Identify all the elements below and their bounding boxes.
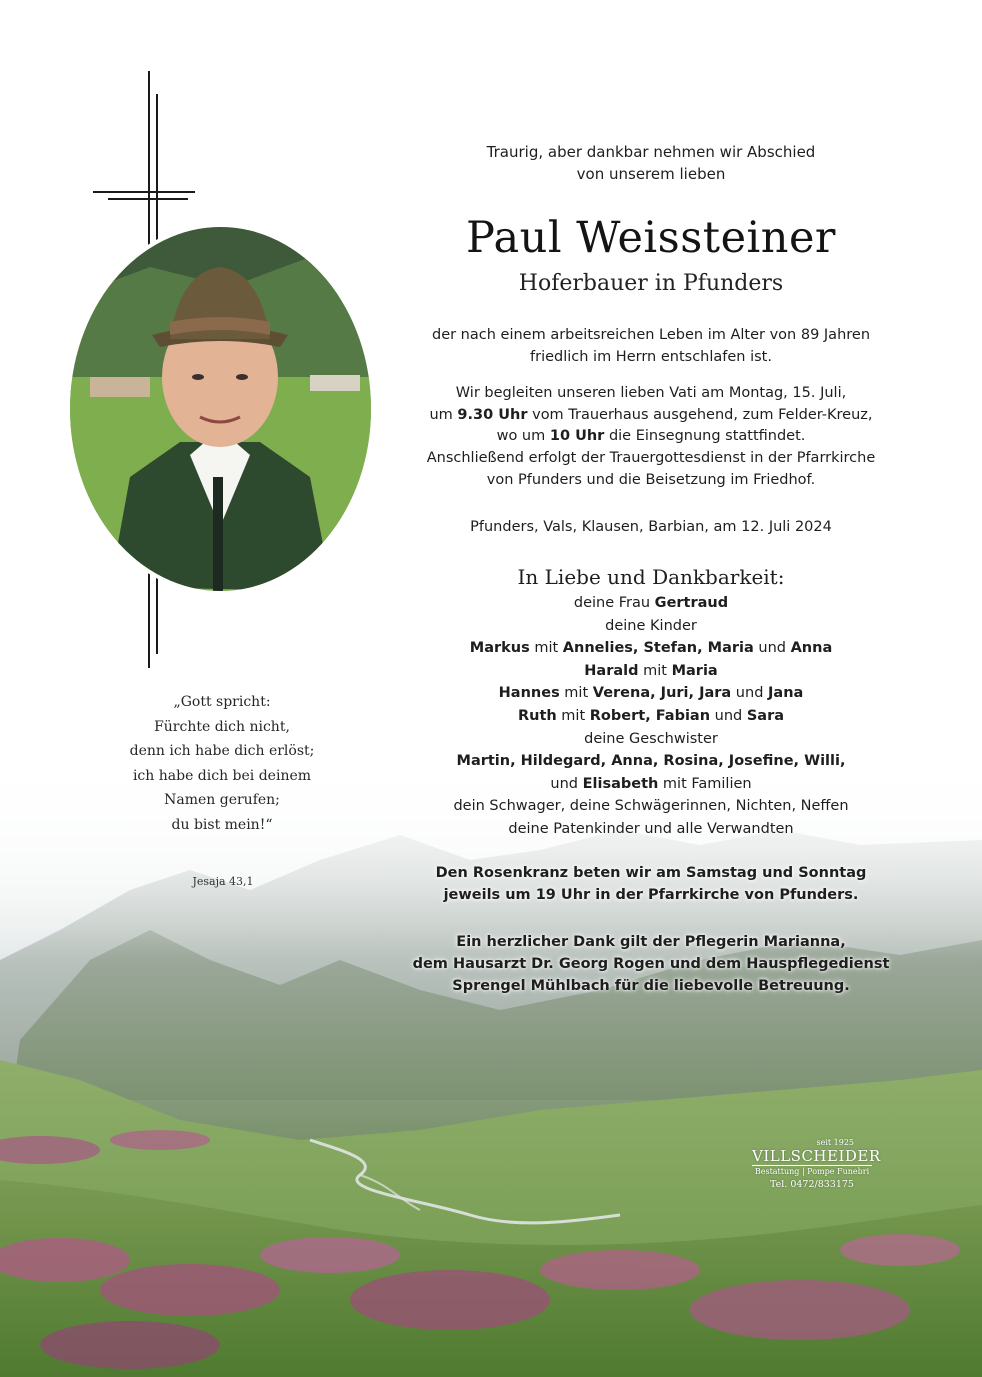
death-notice-line-1: der nach einem arbeitsreichen Leben im Alter von 89 Jahren bbox=[431, 327, 871, 343]
mourner-siblings-2: und Elisabeth mit Familien bbox=[550, 775, 752, 792]
children-label: deine Kinder bbox=[605, 617, 697, 634]
verse-line: Fürchte dich nicht, bbox=[154, 718, 290, 735]
intro-line-2: von unserem lieben bbox=[576, 165, 726, 183]
deceased-name: Paul Weissteiner bbox=[466, 213, 836, 263]
mourners-heading: In Liebe und Dankbarkeit: bbox=[517, 565, 785, 589]
portrait-photo bbox=[70, 227, 371, 591]
verse-line: „Gott spricht: bbox=[173, 694, 271, 710]
thanks-line-3: Sprengel Mühlbach für die liebevolle Betreuung. bbox=[452, 978, 850, 994]
place-date: Pfunders, Vals, Klausen, Barbian, am 12. Juli 2024 bbox=[470, 519, 832, 535]
thanks-line-2: dem Hausarzt Dr. Georg Rogen und dem Hauspflegedienst bbox=[412, 956, 890, 972]
death-notice-line-2: friedlich im Herrn entschlafen ist. bbox=[530, 348, 772, 365]
mourner-relatives-1: dein Schwager, deine Schwägerinnen, Nichten, Neffen bbox=[453, 798, 849, 815]
funeral-line-5: von Pfunders und die Beisetzung im Friedhof. bbox=[486, 471, 816, 488]
portrait-frame bbox=[66, 223, 375, 595]
mourners-list bbox=[404, 592, 898, 841]
death-notice bbox=[404, 325, 898, 368]
verse-line: Namen gerufen; bbox=[164, 792, 280, 808]
funeral-line-2: um 9.30 Uhr vom Trauerhaus ausgehend, zum Felder-Kreuz, bbox=[429, 406, 873, 423]
logo-name: VILLSCHEIDER bbox=[752, 1147, 881, 1165]
rosary-notice bbox=[404, 862, 898, 906]
mourner-child-3: Hannes mit Verena, Juri, Jara und Jana bbox=[498, 685, 804, 702]
deceased-title: Hoferbauer in Pfunders bbox=[518, 271, 784, 296]
cross-horizontal-line-inner bbox=[108, 198, 188, 200]
verse-line: du bist mein!“ bbox=[171, 816, 273, 833]
mourner-child-4: Ruth mit Robert, Fabian und Sara bbox=[517, 707, 785, 724]
verse-reference: Jesaja 43,1 bbox=[192, 875, 254, 888]
logo-subtitle: Bestattung | Pompe Funebri bbox=[754, 1167, 870, 1176]
rosary-line-2: jeweils um 19 Uhr in der Pfarrkirche von Pfunders. bbox=[443, 887, 859, 903]
verse-line: denn ich habe dich erlöst; bbox=[129, 743, 315, 759]
intro-line-1: Traurig, aber dankbar nehmen wir Abschied bbox=[486, 143, 816, 161]
funeral-time-2: 10 Uhr bbox=[549, 428, 605, 445]
cross-horizontal-line bbox=[93, 191, 195, 193]
mourner-siblings: Martin, Hildegard, Anna, Rosina, Josefine, Willi, bbox=[456, 753, 846, 770]
verse-line: ich habe dich bei deinem bbox=[132, 767, 312, 784]
rosary-line-1: Den Rosenkranz beten wir am Samstag und Sonntag bbox=[435, 865, 867, 881]
funeral-time-1: 9.30 Uhr bbox=[457, 406, 528, 423]
intro-text bbox=[404, 141, 898, 185]
funeral-line-1: Wir begleiten unseren lieben Vati am Montag, 15. Juli, bbox=[455, 385, 847, 401]
mourner-child-2: Harald mit Maria bbox=[584, 662, 718, 679]
siblings-label: deine Geschwister bbox=[584, 730, 718, 747]
logo-since: seit 1925 bbox=[816, 1138, 854, 1147]
funeral-details bbox=[404, 383, 898, 492]
funeral-line-3: wo um 10 Uhr die Einsegnung stattfindet. bbox=[496, 428, 806, 445]
mourner-relatives-2: deine Patenkinder und alle Verwandten bbox=[508, 820, 794, 837]
thanks-notice bbox=[404, 931, 898, 997]
mourner-wife: deine Frau Gertraud bbox=[573, 595, 729, 611]
bible-verse bbox=[104, 690, 340, 837]
funeral-line-4: Anschließend erfolgt der Trauergottesdienst in der Pfarrkirche bbox=[426, 450, 876, 467]
mourner-child-1: Markus mit Annelies, Stefan, Maria und Anna bbox=[469, 640, 833, 657]
logo-phone: Tel. 0472/833175 bbox=[770, 1179, 854, 1190]
funeral-home-logo bbox=[752, 1138, 881, 1192]
thanks-line-1: Ein herzlicher Dank gilt der Pflegerin Marianna, bbox=[456, 934, 846, 950]
